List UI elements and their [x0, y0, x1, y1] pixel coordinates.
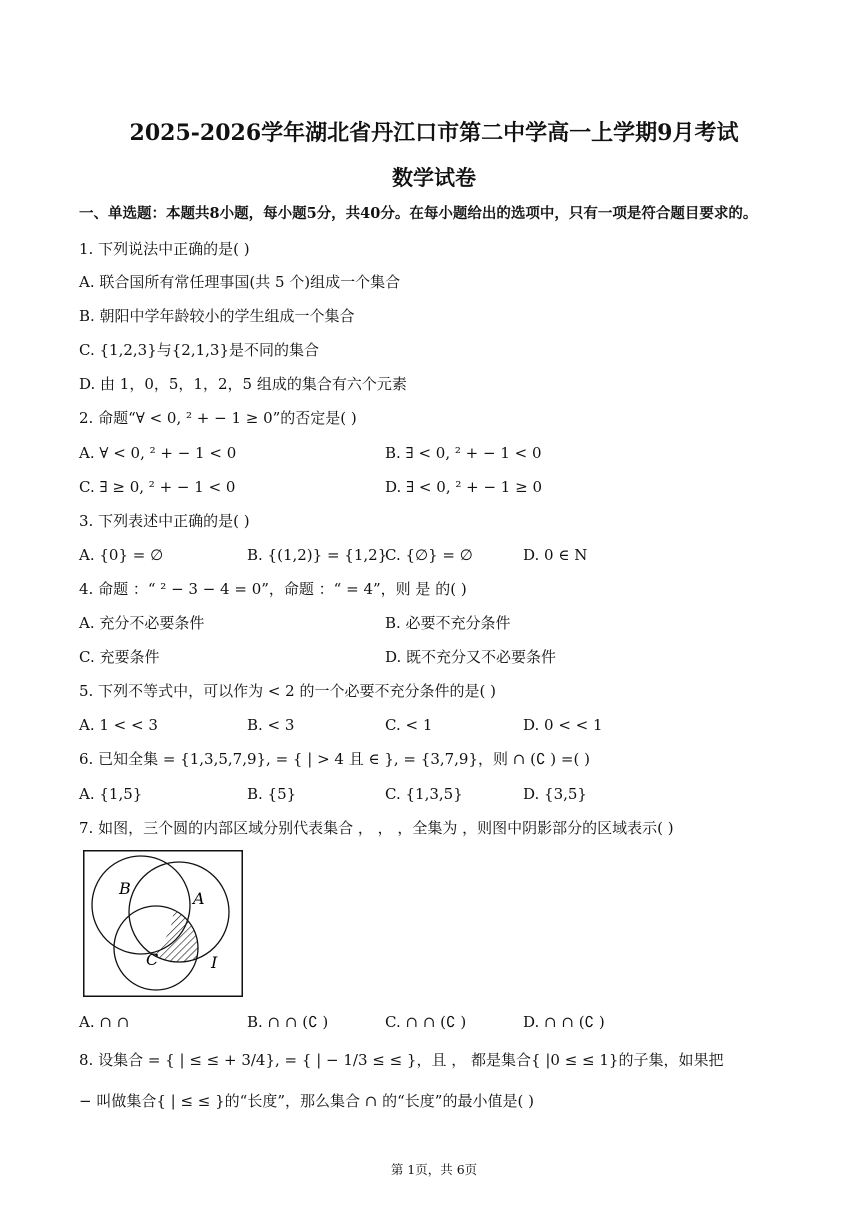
q3-option-b: B. {(1,2)} = {1,2} — [247, 546, 388, 564]
q1-stem: 1. 下列说法中正确的是( ) — [79, 240, 250, 258]
q6-option-d: D. {3,5} — [523, 785, 587, 803]
q1-option-a: A. 联合国所有常任理事国(共 5 个)组成一个集合 — [79, 273, 401, 291]
q6-option-b: B. {5} — [247, 785, 297, 803]
q3-option-d: D. 0 ∈ N — [523, 546, 588, 564]
q1-option-c: C. {1,2,3}与{2,1,3}是不同的集合 — [79, 341, 319, 359]
q7-option-d: D. ∩ ∩ (∁ ) — [523, 1013, 605, 1031]
q5-option-a: A. 1 < < 3 — [79, 716, 158, 734]
exam-subtitle: 数学试卷 — [392, 165, 476, 190]
q4-option-b: B. 必要不充分条件 — [385, 614, 511, 632]
q7-option-b: B. ∩ ∩ (∁ ) — [247, 1013, 329, 1031]
q6-stem: 6. 已知全集 = {1,3,5,7,9}, = { | > 4 且 ∈ }, = {3,7,9}，则 ∩ (∁ ) =( ) — [79, 750, 590, 768]
q4-option-c: C. 充要条件 — [79, 648, 160, 666]
q7-option-a: A. ∩ ∩ — [79, 1013, 130, 1031]
q5-stem: 5. 下列不等式中，可以作为 < 2 的一个必要不充分条件的是( ) — [79, 682, 496, 700]
q2-option-c: C. ∃ ≥ 0, ² + − 1 < 0 — [79, 478, 236, 496]
exam-title: 2025-2026学年湖北省丹江口市第二中学高一上学期9月考试 — [129, 120, 739, 146]
page-footer: 第 1页，共 6页 — [390, 1162, 478, 1177]
q7-stem: 7. 如图，三个圆的内部区域分别代表集合 ， ， ，全集为 ，则图中阴影部分的区域表示( ) — [79, 819, 674, 837]
q5-option-b: B. < 3 — [247, 716, 295, 734]
q1-option-b: B. 朝阳中学年龄较小的学生组成一个集合 — [79, 307, 355, 325]
label-c: C — [146, 950, 159, 969]
q4-option-d: D. 既不充分又不必要条件 — [385, 648, 557, 666]
q5-option-c: C. < 1 — [385, 716, 433, 734]
q2-stem: 2. 命题“∀ < 0, ² + − 1 ≥ 0”的否定是( ) — [79, 409, 357, 427]
q6-option-a: A. {1,5} — [79, 785, 143, 803]
q3-option-c: C. {∅} = ∅ — [385, 546, 473, 564]
section-heading: 一、单选题：本题共8小题，每小题5分，共40分。在每小题给出的选项中，只有一项是符合题目要求的。 — [79, 205, 758, 222]
q4-option-a: A. 充分不必要条件 — [79, 614, 205, 632]
label-b: B — [119, 879, 131, 898]
q2-option-a: A. ∀ < 0, ² + − 1 < 0 — [79, 444, 237, 462]
q8-line-2: − 叫做集合{ | ≤ ≤ }的“长度”，那么集合 ∩ 的“长度”的最小值是( ) — [79, 1092, 534, 1110]
q5-option-d: D. 0 < < 1 — [523, 716, 603, 734]
q6-option-c: C. {1,3,5} — [385, 785, 463, 803]
q3-option-a: A. {0} = ∅ — [79, 546, 164, 564]
q4-stem: 4. 命题 ：“ ² − 3 − 4 = 0”，命题 ：“ = 4”，则 是 的( ) — [79, 580, 467, 598]
q8-line-1: 8. 设集合 = { | ≤ ≤ + 3/4}, = { | − 1/3 ≤ ≤ }，且 ， 都是集合{ |0 ≤ ≤ 1}的子集，如果把 — [79, 1051, 724, 1069]
q7-option-c: C. ∩ ∩ (∁ ) — [385, 1013, 467, 1031]
label-i: I — [211, 953, 218, 972]
q3-stem: 3. 下列表述中正确的是( ) — [79, 512, 250, 530]
label-a: A — [193, 889, 205, 908]
q2-option-b: B. ∃ < 0, ² + − 1 < 0 — [385, 444, 542, 462]
q2-option-d: D. ∃ < 0, ² + − 1 ≥ 0 — [385, 478, 542, 496]
venn-diagram — [83, 850, 243, 997]
q1-option-d: D. 由 1，0，5，1，2，5 组成的集合有六个元素 — [79, 375, 407, 393]
